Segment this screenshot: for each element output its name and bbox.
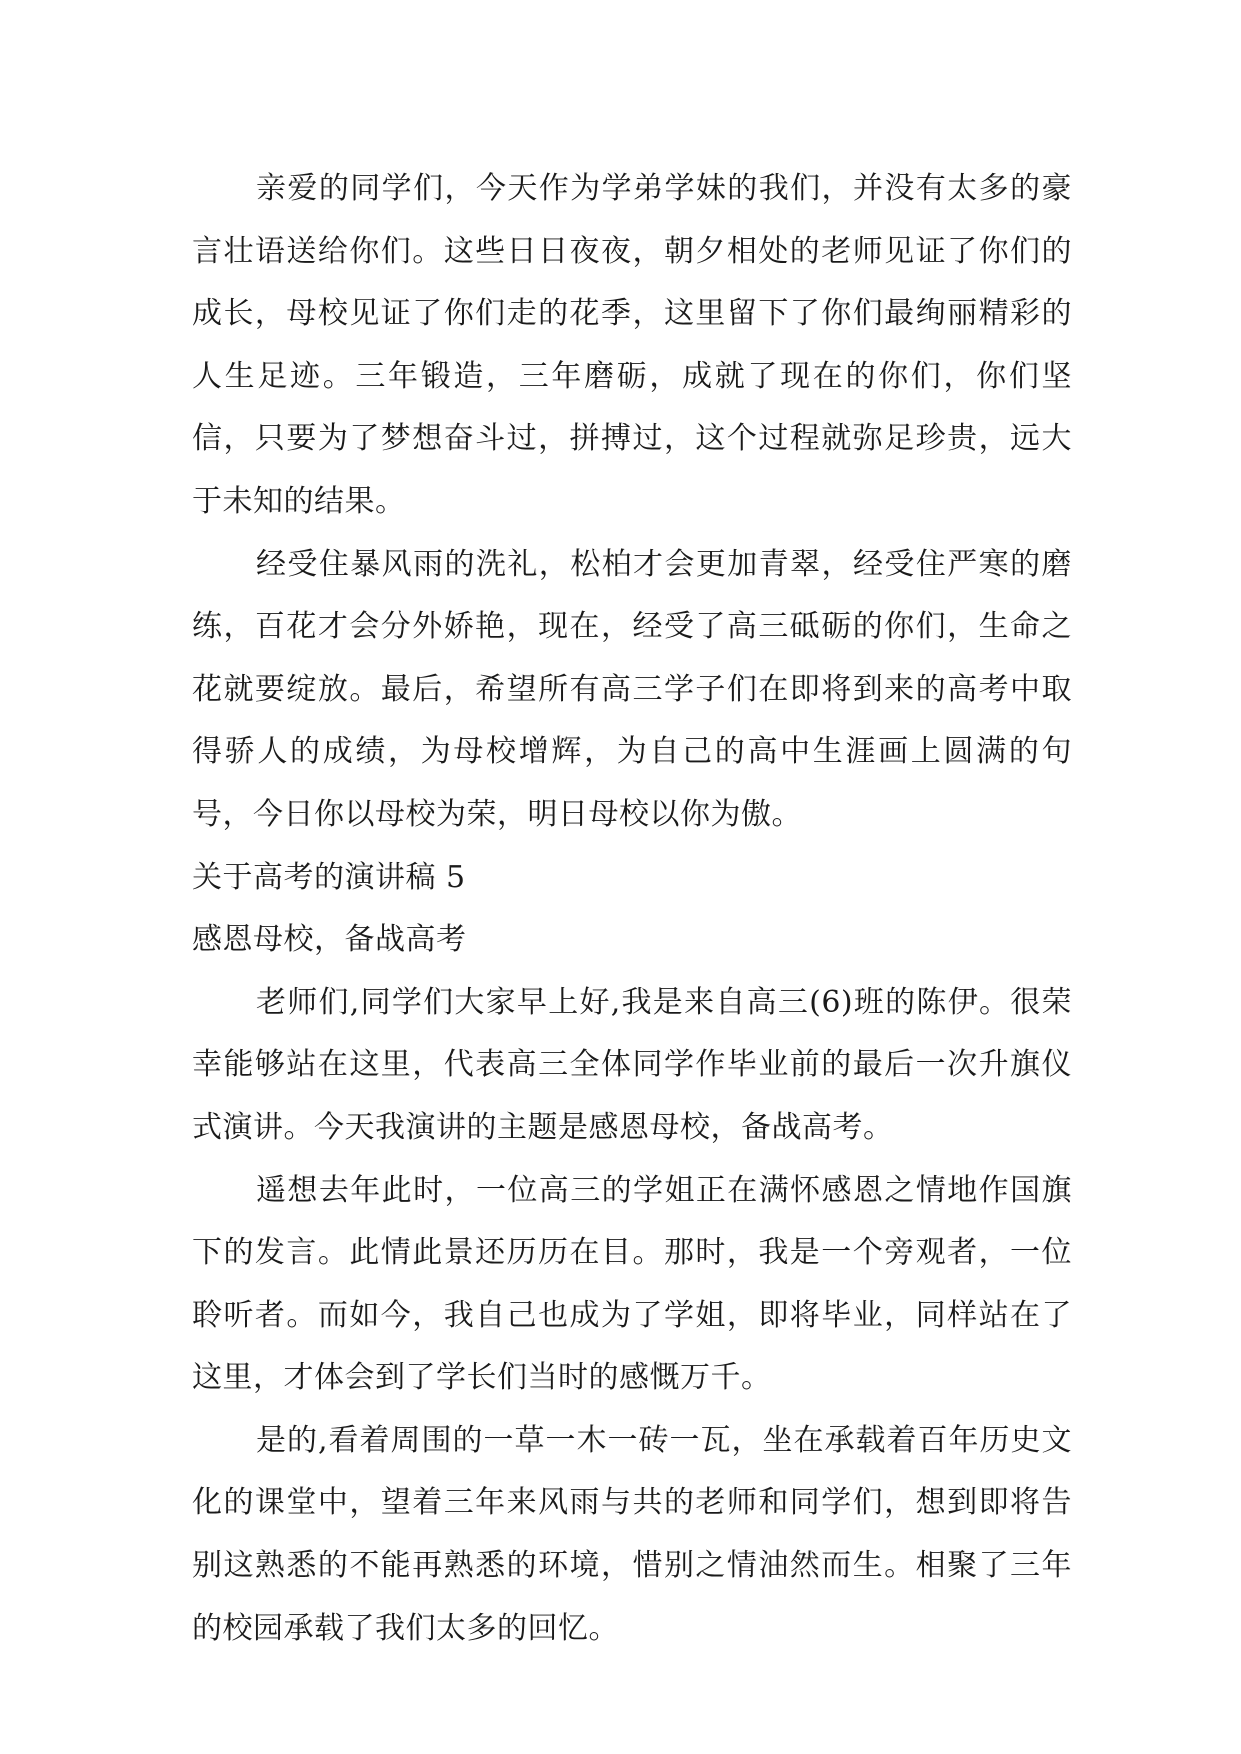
section-title: 关于高考的演讲稿 5 xyxy=(192,859,466,895)
speech-title: 感恩母校，备战高考 xyxy=(192,922,467,958)
document-body xyxy=(192,158,1072,1660)
speech-paragraph: 是的,看着周围的一草一木一砖一瓦，坐在承载着百年历史文化的课堂中，望着三年来风雨与共的老师和同学们，想到即将告别这熟悉的不能再熟悉的环境，惜别之情油然而生。相聚了三年的校园承载了我们太多的回忆。 xyxy=(192,1422,1072,1646)
body-paragraph: 经受住暴风雨的洗礼，松柏才会更加青翠，经受住严寒的磨练，百花才会分外娇艳，现在，经受了高三砥砺的你们，生命之花就要绽放。最后，希望所有高三学子们在即将到来的高考中取得骄人的成绩，为母校增辉，为自己的高中生涯画上圆满的句号，今日你以母校为荣，明日母校以你为傲。 xyxy=(192,546,1072,832)
body-paragraph: 亲爱的同学们，今天作为学弟学妹的我们，并没有太多的豪言壮语送给你们。这些日日夜夜，朝夕相处的老师见证了你们的成长，母校见证了你们走的花季，这里留下了你们最绚丽精彩的人生足迹。三年锻造，三年磨砺，成就了现在的你们，你们坚信，只要为了梦想奋斗过，拼搏过，这个过程就弥足珍贵，远大于未知的结果。 xyxy=(192,171,1072,519)
speech-paragraph: 遥想去年此时，一位高三的学姐正在满怀感恩之情地作国旗下的发言。此情此景还历历在目。那时，我是一个旁观者，一位聆听者。而如今，我自己也成为了学姐，即将毕业，同样站在了这里，才体会到了学长们当时的感慨万千。 xyxy=(192,1172,1072,1396)
speech-paragraph: 老师们,同学们大家早上好,我是来自高三(6)班的陈伊。很荣幸能够站在这里，代表高三全体同学作毕业前的最后一次升旗仪式演讲。今天我演讲的主题是感恩母校，备战高考。 xyxy=(192,984,1072,1145)
